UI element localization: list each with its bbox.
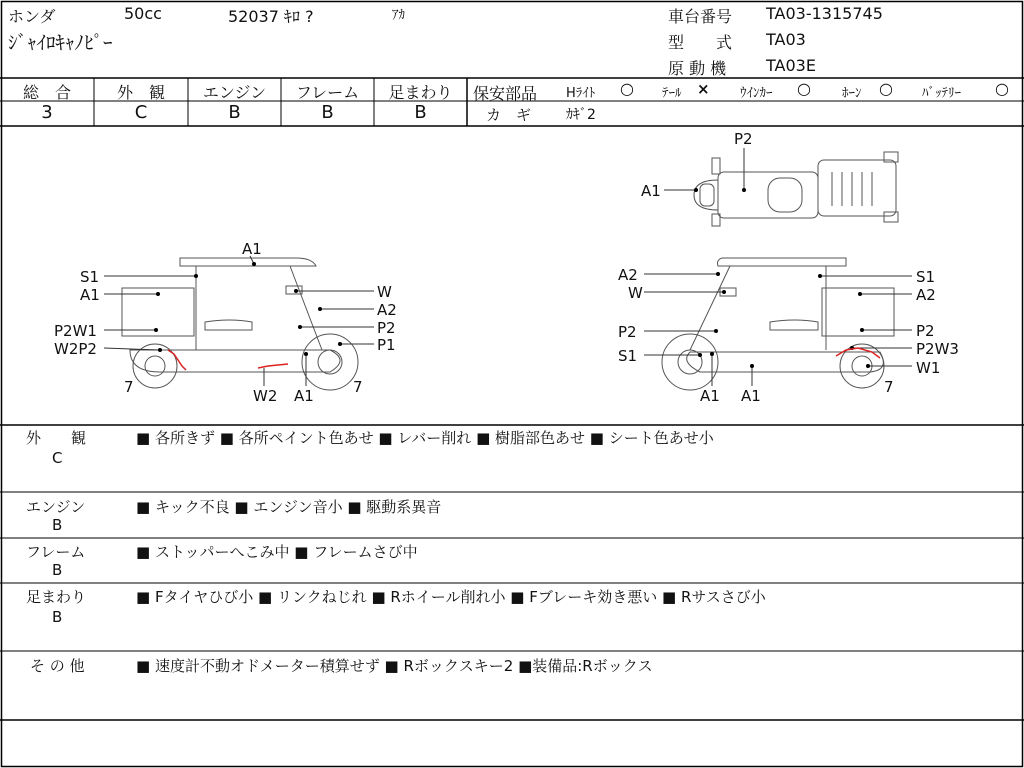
model-name: ｼﾞｬｲﾛｷｬﾉﾋﾟｰ xyxy=(8,32,113,54)
label-left-p1: P1 xyxy=(377,336,396,354)
label-left-a2: A2 xyxy=(377,301,397,319)
label-left-a1: A1 xyxy=(80,286,100,304)
section-other-items: ■ 速度計不動オドメーター積算せず ■ Rボックスキー2 ■装備品:Rボックス xyxy=(136,657,653,675)
grade-overall-label: 総 合 xyxy=(22,83,71,102)
safety-headlight-mark: ○ xyxy=(620,79,634,98)
key-value: ｶｷﾞ2 xyxy=(566,107,596,123)
label-left-s1: S1 xyxy=(80,268,100,286)
label-right-s1: S1 xyxy=(618,347,638,365)
section-engine-title: エンジン xyxy=(26,498,86,516)
grade-frame-value: B xyxy=(321,102,334,123)
grade-overall-value: 3 xyxy=(41,102,53,123)
grade-frame-label: フレーム xyxy=(295,83,360,102)
type-label: 型 式 xyxy=(668,33,733,52)
section-suspension-items: ■ Fタイヤひび小 ■ リンクねじれ ■ Rホイール削れ小 ■ Fブレーキ効き悪い ■ Rサスさび小 xyxy=(136,588,766,606)
label-right-p2w3: P2W3 xyxy=(916,340,959,358)
section-suspension-title: 足まわり xyxy=(26,588,87,606)
maker: ホンダ xyxy=(8,7,56,26)
label-right-a1b: A1 xyxy=(741,387,761,405)
chassis-value: TA03-1315745 xyxy=(766,4,883,23)
label-left-p2: P2 xyxy=(377,319,396,337)
lot-number: 52037 ｷﾛ ? xyxy=(228,7,314,26)
label-right-a1a: A1 xyxy=(700,387,720,405)
section-exterior-grade: C xyxy=(52,449,63,467)
label-right-a2: A2 xyxy=(618,266,638,284)
safety-taillight: ﾃｰﾙ xyxy=(662,86,682,101)
grade-suspension-value: B xyxy=(414,102,427,123)
section-exterior-title: 外 観 xyxy=(26,429,87,447)
section-frame-title: フレーム xyxy=(26,543,86,561)
label-left-a1-top: A1 xyxy=(242,240,262,258)
safety-battery-mark: ○ xyxy=(995,79,1009,98)
label-right-s1b: S1 xyxy=(916,268,936,286)
safety-winker: ｳｲﾝｶｰ xyxy=(740,86,773,101)
label-left-a1b: A1 xyxy=(294,387,314,405)
label-left-w: W xyxy=(377,283,392,301)
label-right-p2: P2 xyxy=(618,323,637,341)
safety-headlight: Hﾗｲﾄ xyxy=(566,86,596,101)
safety-taillight-mark: × xyxy=(697,80,710,98)
label-left-w2: W2 xyxy=(253,387,278,405)
label-right-7: 7 xyxy=(884,378,894,396)
grade-exterior-label: 外 観 xyxy=(116,83,165,102)
label-left-7b: 7 xyxy=(353,378,363,396)
engine-value: TA03E xyxy=(766,56,816,75)
type-value: TA03 xyxy=(766,30,806,49)
label-right-w1: W1 xyxy=(916,359,941,377)
engine-label: 原 動 機 xyxy=(668,59,727,78)
grade-engine-value: B xyxy=(228,102,241,123)
section-frame-grade: B xyxy=(52,561,63,579)
label-left-7a: 7 xyxy=(124,378,134,396)
safety-battery: ﾊﾞｯﾃﾘｰ xyxy=(922,86,961,101)
section-engine-grade: B xyxy=(52,516,63,534)
grade-suspension-label: 足まわり xyxy=(388,83,453,102)
safety-horn-mark: ○ xyxy=(879,79,893,98)
section-other-title: そ の 他 xyxy=(30,657,85,675)
grade-engine-label: エンジン xyxy=(202,83,267,102)
label-right-p2b: P2 xyxy=(916,322,935,340)
label-top-p2: P2 xyxy=(734,130,753,148)
body-color: ｱｶ xyxy=(392,8,405,23)
safety-horn: ﾎｰﾝ xyxy=(842,86,862,101)
label-right-a2b: A2 xyxy=(916,286,936,304)
section-engine-items: ■ キック不良 ■ エンジン音小 ■ 駆動系異音 xyxy=(136,498,442,516)
displacement: 50cc xyxy=(124,4,162,23)
label-right-w: W xyxy=(628,284,643,302)
section-frame-items: ■ ストッパーへこみ中 ■ フレームさび中 xyxy=(136,543,418,561)
key-label: カ ギ xyxy=(486,106,532,124)
label-top-a1: A1 xyxy=(641,182,661,200)
section-suspension-grade: B xyxy=(52,608,63,626)
label-left-w2p2: W2P2 xyxy=(54,340,97,358)
section-exterior-items: ■ 各所きず ■ 各所ペイント色あせ ■ レバー削れ ■ 樹脂部色あせ ■ シート色あせ小 xyxy=(136,429,714,447)
grade-exterior-value: C xyxy=(134,102,148,123)
label-left-p2w1: P2W1 xyxy=(54,322,97,340)
chassis-label: 車台番号 xyxy=(668,7,733,26)
safety-title: 保安部品 xyxy=(473,84,538,103)
safety-winker-mark: ○ xyxy=(797,79,811,98)
